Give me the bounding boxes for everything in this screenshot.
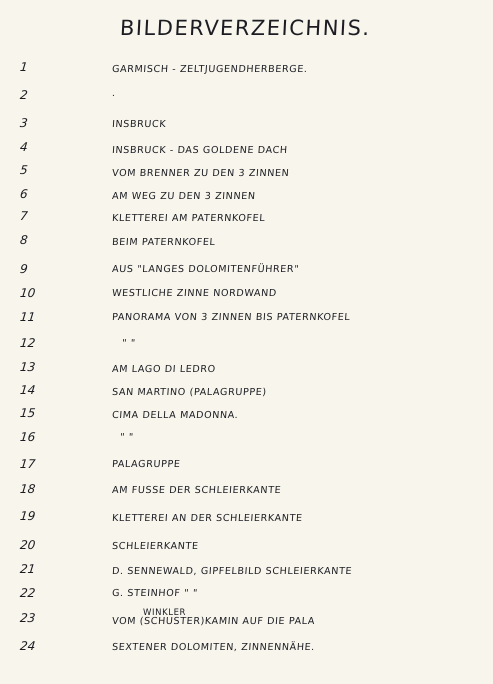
entry-number: 12: [19, 336, 37, 350]
entry-text: CIMA DELLA MADONNA.: [111, 410, 239, 421]
entry-number: 9: [19, 262, 29, 276]
list-item: [0, 140, 493, 162]
list-item: [0, 509, 493, 531]
entry-number: 22: [19, 586, 37, 600]
entry-number: 7: [19, 209, 29, 223]
list-item: [0, 88, 493, 110]
entry-text: AM FUSSE DER SCHLEIERKANTE: [111, 485, 282, 496]
entry-text: VOM BRENNER ZU DEN 3 ZINNEN: [111, 168, 290, 179]
list-item: [0, 457, 493, 479]
entry-text: BEIM PATERNKOFEL: [111, 237, 216, 248]
entry-number: 16: [19, 430, 37, 444]
page-title: BILDERVERZEICHNIS.: [119, 16, 372, 40]
list-item: [0, 336, 493, 358]
list-item: [0, 586, 493, 608]
entry-text: AM LAGO DI LEDRO: [111, 364, 217, 375]
list-item: [0, 163, 493, 185]
entry-text: D. SENNEWALD, GIPFELBILD SCHLEIERKANTE: [111, 566, 353, 577]
entry-text: SAN MARTINO (PALAGRUPPE): [111, 387, 268, 398]
entry-text: KLETTEREI AM PATERNKOFEL: [111, 213, 266, 224]
entry-number: 6: [19, 187, 29, 201]
entry-text: KLETTEREI AN DER SCHLEIERKANTE: [111, 513, 304, 524]
entry-number: 14: [19, 383, 37, 397]
entry-number: 15: [19, 406, 37, 420]
entry-number: 24: [19, 639, 37, 653]
entry-text: PALAGRUPPE: [111, 459, 181, 470]
entry-text: SCHLEIERKANTE: [111, 541, 199, 552]
list-item: [0, 430, 493, 452]
list-item: [0, 233, 493, 255]
handwritten-insertion: WINKLER: [143, 608, 187, 618]
entry-number: 11: [19, 310, 37, 324]
entry-number: 8: [19, 233, 29, 247]
list-item: [0, 116, 493, 138]
entry-number: 23: [19, 611, 37, 625]
list-item: [0, 286, 493, 308]
list-item: [0, 60, 493, 82]
entry-text: " ": [121, 338, 137, 349]
entry-text: WESTLICHE ZINNE NORDWAND: [111, 288, 278, 299]
entry-text: " ": [119, 432, 135, 443]
entry-number: 19: [19, 509, 37, 523]
list-item: [0, 562, 493, 584]
list-item: [0, 406, 493, 428]
list-item: [0, 482, 493, 504]
entry-number: 21: [19, 562, 37, 576]
list-item: [0, 310, 493, 332]
entry-text: PANORAMA VON 3 ZINNEN BIS PATERNKOFEL: [111, 312, 351, 323]
list-item: [0, 360, 493, 382]
entry-number: 17: [19, 457, 37, 471]
entry-number: 20: [19, 538, 37, 552]
entry-number: 18: [19, 482, 37, 496]
list-item: [0, 538, 493, 560]
entry-text: GARMISCH - ZELTJUGENDHERBERGE.: [111, 64, 308, 75]
list-item: [0, 262, 493, 284]
entry-number: 10: [19, 286, 37, 300]
entry-text: INSBRUCK - DAS GOLDENE DACH: [111, 145, 289, 156]
entry-number: 1: [19, 60, 29, 74]
list-item: [0, 611, 493, 633]
entry-text: G. STEINHOF " ": [111, 588, 199, 599]
entry-text: INSBRUCK: [111, 119, 167, 130]
entry-number: 13: [19, 360, 37, 374]
entry-number: 3: [19, 116, 29, 130]
entry-number: 5: [19, 163, 29, 177]
entry-text: AUS "LANGES DOLOMITENFÜHRER": [111, 264, 300, 275]
entry-text: VOM (SCHUSTER)KAMIN AUF DIE PALA: [111, 616, 316, 627]
entry-text: .: [111, 88, 117, 99]
list-item: [0, 639, 493, 661]
entry-text: SEXTENER DOLOMITEN, ZINNENNÄHE.: [111, 642, 316, 653]
list-item: [0, 383, 493, 405]
list-item: [0, 187, 493, 209]
entry-number: 4: [19, 140, 29, 154]
entry-text: AM WEG ZU DEN 3 ZINNEN: [111, 191, 256, 202]
entry-number: 2: [19, 88, 29, 102]
list-item: [0, 209, 493, 231]
